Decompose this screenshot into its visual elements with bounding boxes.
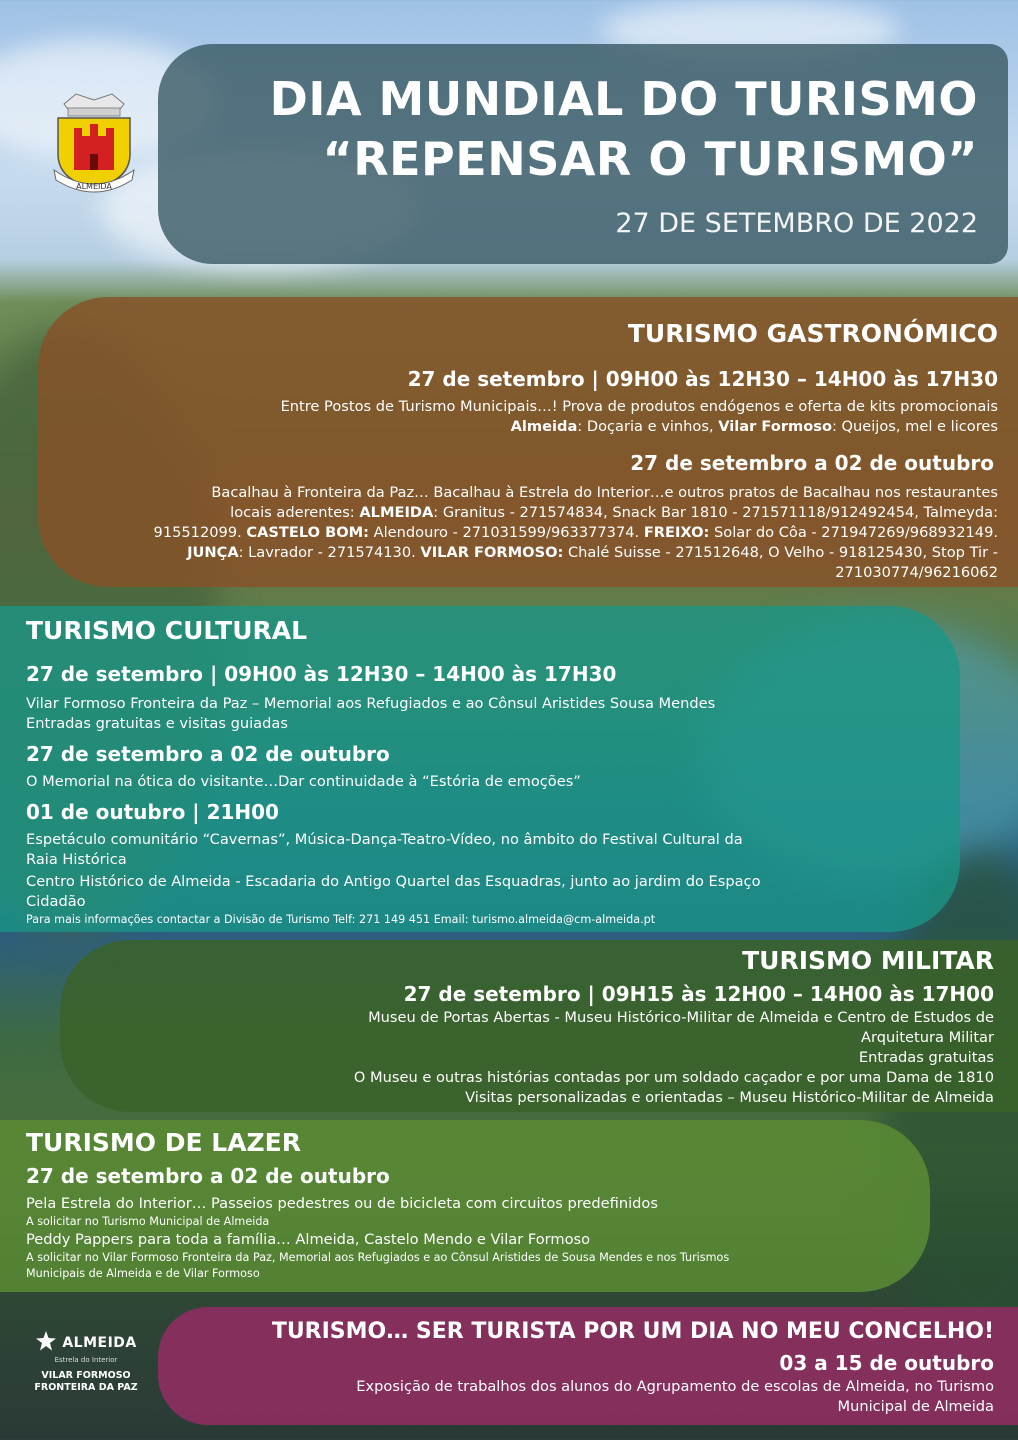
- section-text: Vilar Formoso Fronteira da Paz – Memorial aos Refugiados e ao Cônsul Aristides Sousa Mendes: [26, 695, 716, 712]
- section-gastronomico: [38, 297, 1018, 587]
- event-date: 27 DE SETEMBRO DE 2022: [615, 208, 978, 239]
- section-date: 27 de setembro a 02 de outubro: [26, 742, 390, 766]
- section-date: 27 de setembro a 02 de outubro: [26, 1164, 390, 1188]
- section-text: Entre Postos de Turismo Municipais…! Prova de produtos endógenos e oferta de kits promocionais: [280, 398, 998, 415]
- section-text: JUNÇA: Lavrador - 271574130. VILAR FORMOSO: Chalé Suisse - 271512648, O Velho - 918125430, Stop Tir -: [187, 544, 998, 561]
- section-text: Espetáculo comunitário “Cavernas”, Música-Dança-Teatro-Vídeo, no âmbito do Festival Cultural da: [26, 831, 743, 848]
- section-lazer: [0, 1120, 930, 1292]
- section-text: Visitas personalizadas e orientadas – Museu Histórico-Militar de Almeida: [465, 1089, 994, 1106]
- section-concelho: [158, 1307, 1018, 1425]
- section-date: 27 de setembro | 09H00 às 12H30 – 14H00 às 17H30: [407, 367, 998, 391]
- title-panel: [158, 44, 1008, 264]
- crest-label: ALMEIDA: [76, 182, 112, 191]
- section-text: Municipal de Almeida: [837, 1398, 994, 1415]
- contact-info: Para mais informações contactar a Divisão de Turismo Telf: 271 149 451 Email: turismo.almeida@cm-almeida.pt: [26, 913, 656, 926]
- section-text: O Museu e outras histórias contadas por um soldado caçador e por uma Dama de 1810: [353, 1069, 994, 1086]
- vilar-formoso-label: VILAR FORMOSO FRONTEIRA DA PAZ: [34, 1370, 138, 1393]
- section-text: Entradas gratuitas e visitas guiadas: [26, 715, 288, 732]
- section-note: Municipais de Almeida e de Vilar Formoso: [26, 1267, 260, 1280]
- section-text: Pela Estrela do Interior… Passeios pedestres ou de bicicleta com circuitos predefinidos: [26, 1195, 658, 1212]
- section-title: TURISMO CULTURAL: [26, 616, 308, 645]
- section-text: Centro Histórico de Almeida - Escadaria do Antigo Quartel das Esquadras, junto ao jardim do Espaço: [26, 873, 761, 890]
- section-text: locais aderentes: ALMEIDA: Granitus - 271574834, Snack Bar 1810 - 271571118/912492454, Talmeyda:: [230, 504, 998, 521]
- main-title-line1: DIA MUNDIAL DO TURISMO: [269, 72, 978, 126]
- section-title: TURISMO MILITAR: [742, 946, 994, 975]
- section-text: Arquitetura Militar: [861, 1029, 994, 1046]
- section-title: TURISMO GASTRONÓMICO: [627, 319, 998, 348]
- section-text: Peddy Pappers para toda a família… Almeida, Castelo Mendo e Vilar Formoso: [26, 1231, 591, 1248]
- section-text: 915512099. CASTELO BOM: Alendouro - 271031599/963377374. FREIXO: Solar do Côa - 271947269/968932149.: [153, 524, 998, 541]
- section-militar: [60, 940, 1018, 1112]
- section-text: Exposição de trabalhos dos alunos do Agrupamento de escolas de Almeida, no Turismo: [356, 1378, 994, 1395]
- main-title-line2: “REPENSAR O TURISMO”: [322, 132, 978, 186]
- section-date: 27 de setembro a 02 de outubro: [630, 451, 994, 475]
- star-logo-icon: [35, 1330, 57, 1356]
- section-text: Entradas gratuitas: [858, 1049, 994, 1066]
- logo-tagline: Estrela do Interior: [54, 1356, 118, 1364]
- section-title: TURISMO… SER TURISTA POR UM DIA NO MEU CONCELHO!: [271, 1319, 994, 1344]
- section-title: TURISMO DE LAZER: [26, 1128, 302, 1157]
- section-text: Almeida: Doçaria e vinhos, Vilar Formoso: Queijos, mel e licores: [510, 418, 998, 435]
- section-text: 271030774/96216062: [835, 564, 998, 581]
- almeida-crest-icon: [46, 84, 142, 202]
- section-date: 01 de outubro | 21H00: [26, 800, 279, 824]
- section-date: 27 de setembro | 09H00 às 12H30 – 14H00 às 17H30: [26, 662, 617, 686]
- section-text: Raia Histórica: [26, 851, 127, 868]
- section-text: Museu de Portas Abertas - Museu Histórico-Militar de Almeida e Centro de Estudos de: [368, 1009, 994, 1026]
- section-text: Cidadão: [26, 893, 86, 910]
- logo-name: ALMEIDA: [62, 1335, 137, 1351]
- section-date: 27 de setembro | 09H15 às 12H00 – 14H00 às 17H00: [403, 982, 994, 1006]
- section-date: 03 a 15 de outubro: [779, 1351, 994, 1375]
- section-text: Bacalhau à Fronteira da Paz… Bacalhau à Estrela do Interior…e outros pratos de Bacalhau nos restaurantes: [211, 484, 998, 501]
- section-text: O Memorial na ótica do visitante…Dar continuidade à “Estória de emoções”: [26, 773, 581, 790]
- section-note: A solicitar no Vilar Formoso Fronteira da Paz, Memorial aos Refugiados e ao Cônsul Aristides de Sousa Mendes e nos Turismos: [26, 1251, 730, 1264]
- almeida-footer-logo: [26, 1330, 146, 1394]
- section-cultural: [0, 606, 960, 932]
- section-note: A solicitar no Turismo Municipal de Almeida: [26, 1215, 270, 1228]
